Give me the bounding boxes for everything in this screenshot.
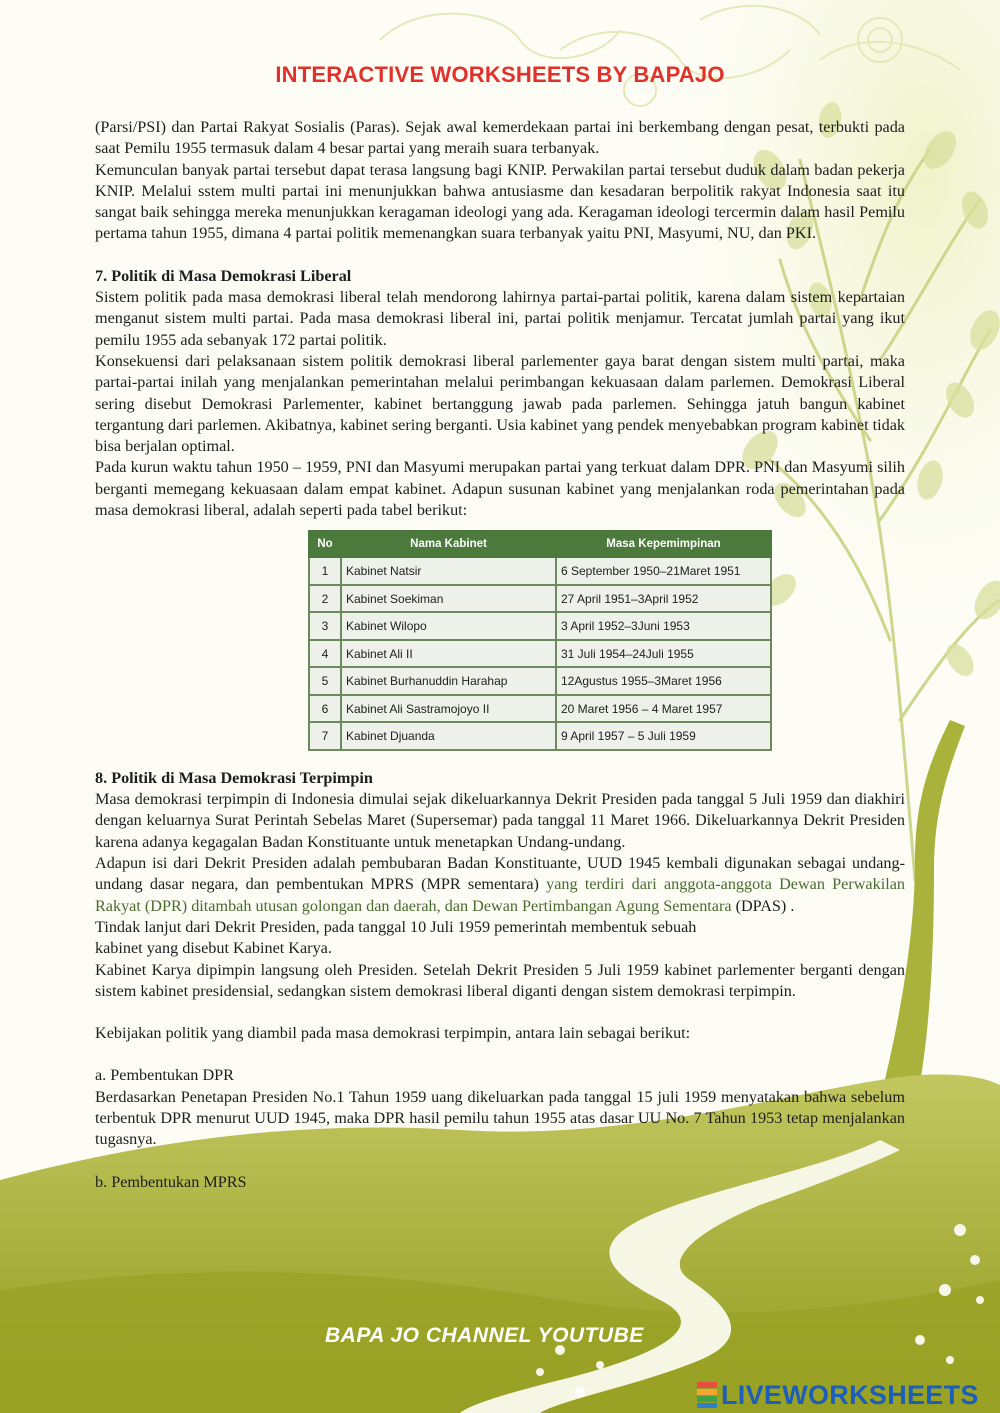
cell-no: 4: [309, 640, 341, 668]
subsection-b-title: b. Pembentukan MPRS: [95, 1172, 247, 1191]
section-8-paragraph-3b: kabinet yang disebut Kabinet Karya.: [95, 939, 332, 958]
section-8-paragraph-1: Masa demokrasi terpimpin di Indonesia dimulai sejak dikeluarkannya Dekrit Presiden pada tanggal 5 Juli 1959 dan diakhiri dengan keluarnya Surat Perintah Sebelas Maret (Supersemar) pada tanggal 11 Maret 1966. Dikeluarkannya Dekrit Presiden karena adanya kegagalan Badan Konstituante untuk menetapkan Undang-undang.: [95, 790, 905, 851]
subsection-a-title: a. Pembentukan DPR: [95, 1066, 234, 1085]
column-header-name: Nama Kabinet: [341, 531, 556, 557]
table-row: [309, 557, 771, 585]
cell-no: 5: [309, 667, 341, 695]
subsection-a-text: Berdasarkan Penetapan Presiden No.1 Tahun 1959 uang dikeluarkan pada tanggal 15 juli 1959 menyatakan bahwa sebelum terbentuk DPR menurut UUD 1945, maka DPR hasil pemilu tahun 1955 atas dasar UU No. 7 Tahun 1953 tetap menjalankan tugasnya.: [95, 1087, 905, 1149]
paragraph-2-highlight: yang terdiri dari anggota-anggota Dewan Perwakilan Rakyat (DPR) ditambah utusan golongan dan daerah, dan Dewan Pertimbangan Agung Sementara: [95, 875, 905, 915]
paragraph-2-main: Adapun isi dari Dekrit Presiden adalah pembubaran Badan Konstituante, UUD 1945 kembali digunakan sebagai undang-undang dasar negara, dan pembentukan MPRS (MPR sementara): [95, 854, 905, 894]
cell-period: 9 April 1957 – 5 Juli 1959: [556, 722, 771, 750]
cell-period: 27 April 1951–3April 1952: [556, 585, 771, 613]
cell-no: 7: [309, 722, 341, 750]
intro-paragraph-1: (Parsi/PSI) dan Partai Rakyat Sosialis (Paras). Sejak awal kemerdekaan partai ini berkembang dengan pesat, terbukti pada saat Pemilu 1955 termasuk dalam 4 besar partai yang meraih suara terbanyak.: [95, 118, 905, 158]
section-8-paragraph-2: [95, 853, 905, 917]
cabinet-table: [308, 530, 772, 751]
cell-no: 3: [309, 612, 341, 640]
table-row: [309, 612, 771, 640]
cell-name: Kabinet Ali II: [341, 640, 556, 668]
channel-caption: BAPA JO CHANNEL YOUTUBE: [325, 1324, 644, 1347]
cell-no: 1: [309, 557, 341, 585]
cell-period: 20 Maret 1956 – 4 Maret 1957: [556, 695, 771, 723]
column-header-period: Masa Kepemimpinan: [556, 531, 771, 557]
brand-name: LIVEWORKSHEETS: [721, 1380, 979, 1410]
cell-period: 6 September 1950–21Maret 1951: [556, 557, 771, 585]
cell-name: Kabinet Burhanuddin Harahap: [341, 667, 556, 695]
table-header-row: [309, 531, 771, 557]
liveworksheets-logo-icon: [697, 1382, 717, 1408]
page-title: INTERACTIVE WORKSHEETS BY BAPAJO: [275, 62, 725, 87]
cell-name: Kabinet Soekiman: [341, 585, 556, 613]
liveworksheets-brand[interactable]: [697, 1380, 992, 1410]
section-7-paragraph-2: Konsekuensi dari pelaksanaan sistem politik demokrasi liberal parlementer gaya barat dengan sistem multi partai, maka partai-partai inilah yang menjalankan pemerintahan melalui perimbangan kekuasaan dalam parlemen. Demokrasi Liberal sering disebut Demokrasi Parlementer, kabinet bertanggung jawab pada parlemen. Sehingga jatuh bangun kabinet tergantung dari parlemen. Akibatnya, kabinet sering berganti. Usia kabinet yang pendek menyebabkan program kabinet tidak bisa berjalan optimal.: [95, 351, 905, 456]
section-7-paragraph-3: Pada kurun waktu tahun 1950 – 1959, PNI dan Masyumi merupakan partai yang terkuat dalam DPR. PNI dan Masyumi silih berganti memegang kekuasaan dalam empat kabinet. Adapun susunan kabinet yang menjalankan roda pemerintahan pada masa demokrasi liberal, adalah seperti pada tabel berikut:: [95, 458, 905, 520]
cell-name: Kabinet Ali Sastramojoyo II: [341, 695, 556, 723]
section-8-paragraph-3a: Tindak lanjut dari Dekrit Presiden, pada tanggal 10 Juli 1959 pemerintah membentuk sebuah: [95, 917, 697, 936]
section-8-paragraph-5: Kebijakan politik yang diambil pada masa demokrasi terpimpin, antara lain sebagai berikut:: [95, 1024, 691, 1043]
column-header-no: No: [309, 531, 341, 557]
paragraph-2-end: (DPAS) .: [731, 896, 795, 915]
cell-name: Kabinet Wilopo: [341, 612, 556, 640]
section-8-paragraph-4: Kabinet Karya dipimpin langsung oleh Presiden. Setelah Dekrit Presiden 5 Juli 1959 kabinet parlementer berganti dengan sistem kabinet presidensial, sedangkan sistem demokrasi liberal diganti dengan sistem demokrasi terpimpin.: [95, 960, 905, 1000]
section-7-heading: 7. Politik di Masa Demokrasi Liberal: [95, 266, 352, 285]
intro-paragraph-2: Kemunculan banyak partai tersebut dapat terasa langsung bagi KNIP. Perwakilan partai tersebut duduk dalam badan pekerja KNIP. Melalui sstem multi partai ini menunjukkan bahwa antusiasme dan kesadaran berpolitik rakyat Indonesia saat itu sangat baik sehingga mereka menunjukkan keragaman ideologi yang ada. Keragaman ideologi tercermin dalam hasil Pemilu pertama tahun 1955, dimana 4 partai politik memenangkan suara terbanyak yaitu PNI, Masyumi, NU, dan PKI.: [95, 160, 905, 243]
table-row: [309, 667, 771, 695]
section-7-paragraph-1: Sistem politik pada masa demokrasi liberal telah mendorong lahirnya partai-partai politik, karena dalam sistem kepartaian menganut sistem multi partai. Pada masa demokrasi liberal ini, partai politik menjamur. Tercatat jumlah partai yang ikut pemilu 1955 ada sebanyak 172 partai politik.: [95, 288, 905, 349]
cell-name: Kabinet Natsir: [341, 557, 556, 585]
cell-no: 6: [309, 695, 341, 723]
cell-period: 3 April 1952–3Juni 1953: [556, 612, 771, 640]
table-row: [309, 640, 771, 668]
cell-name: Kabinet Djuanda: [341, 722, 556, 750]
cell-period: 12Agustus 1955–3Maret 1956: [556, 667, 771, 695]
cell-no: 2: [309, 585, 341, 613]
table-row: [309, 722, 771, 750]
cell-period: 31 Juli 1954–24Juli 1955: [556, 640, 771, 668]
table-row: [309, 695, 771, 723]
table-row: [309, 585, 771, 613]
section-8-heading: 8. Politik di Masa Demokrasi Terpimpin: [95, 768, 373, 787]
document-body: [95, 117, 905, 1193]
